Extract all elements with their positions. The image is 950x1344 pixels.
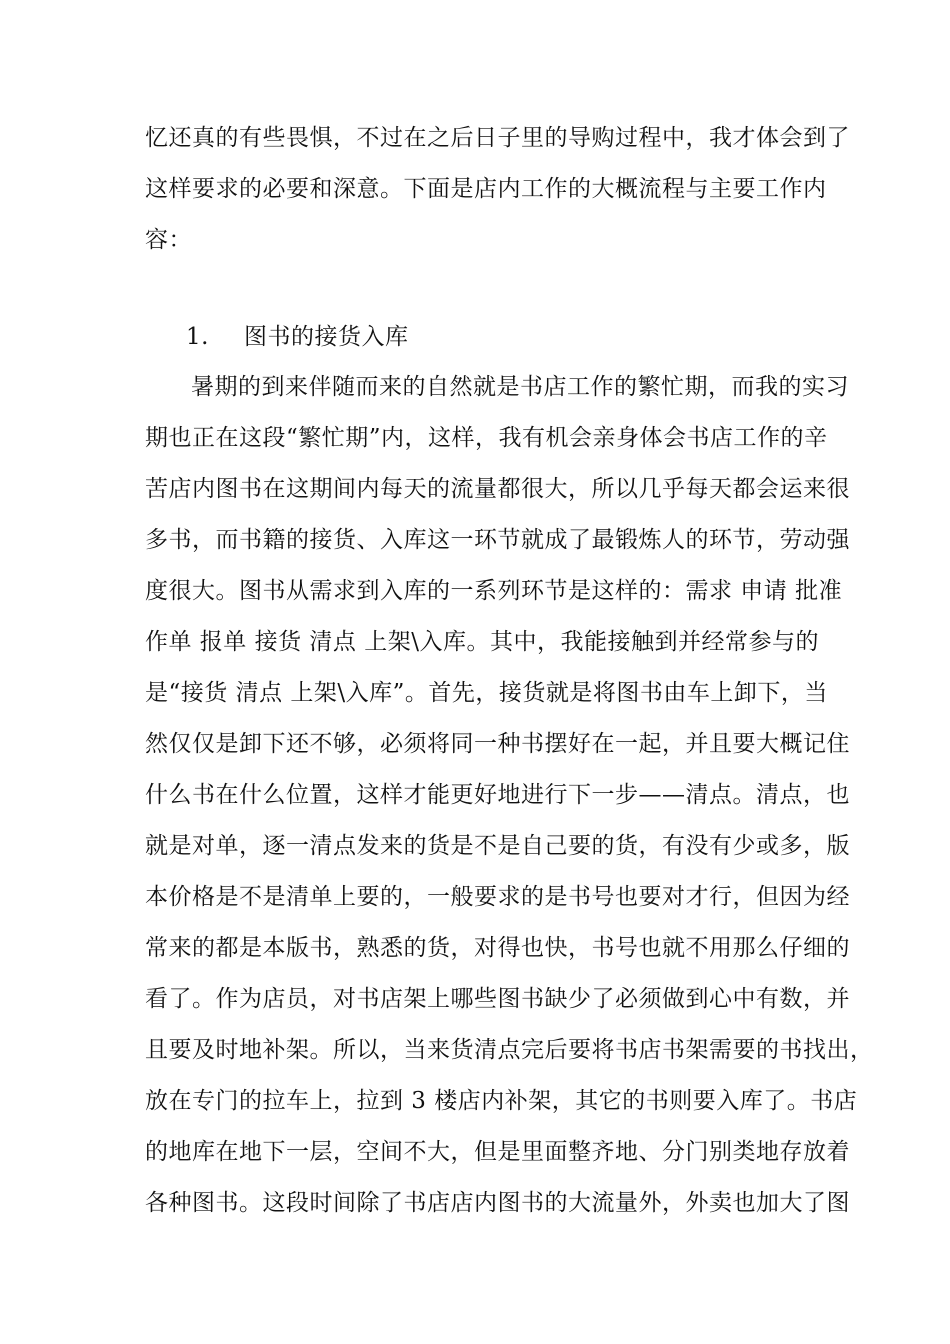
section-number: 1.	[186, 324, 209, 350]
body-line: 看了。作为店员，对书店架上哪些图书缺少了必须做到心中有数，并	[145, 986, 850, 1012]
body-line: 作单 报单 接货 清点 上架\入库。其中，我能接触到并经常参与的	[145, 629, 819, 655]
body-line: 什么书在什么位置，这样才能更好地进行下一步——清点。清点，也	[145, 782, 850, 808]
body-line: 放在专门的拉车上，拉到 3 楼店内补架，其它的书则要入库了。书店	[145, 1088, 858, 1114]
body-line: 各种图书。这段时间除了书店店内图书的大流量外，外卖也加大了图	[145, 1190, 850, 1216]
body-line: 本价格是不是清单上要的，一般要求的是书号也要对才行，但因为经	[145, 884, 850, 910]
body-line: 多书，而书籍的接货、入库这一环节就成了最锻炼人的环节，劳动强	[145, 527, 850, 553]
body-line: 暑期的到来伴随而来的自然就是书店工作的繁忙期，而我的实习	[191, 374, 849, 400]
intro-line: 容：	[145, 227, 192, 253]
section-title: 图书的接货入库	[244, 324, 409, 350]
intro-line: 这样要求的必要和深意。下面是店内工作的大概流程与主要工作内	[145, 176, 827, 202]
body-line: 苦店内图书在这期间内每天的流量都很大，所以几乎每天都会运来很	[145, 476, 850, 502]
body-line: 然仅仅是卸下还不够，必须将同一种书摆好在一起，并且要大概记住	[145, 731, 850, 757]
body-line: 就是对单，逐一清点发来的货是不是自己要的货，有没有少或多，版	[145, 833, 850, 859]
section-heading	[186, 322, 409, 352]
body-line: 度很大。图书从需求到入库的一系列环节是这样的：需求 申请 批准	[145, 578, 843, 604]
body-line: 且要及时地补架。所以，当来货清点完后要将书店书架需要的书找出，	[145, 1037, 874, 1063]
body-line: 的地库在地下一层，空间不大，但是里面整齐地、分门别类地存放着	[145, 1139, 850, 1165]
body-line: 常来的都是本版书，熟悉的货，对得也快，书号也就不用那么仔细的	[145, 935, 850, 961]
body-line: 是“接货 清点 上架\入库”。首先，接货就是将图书由车上卸下，当	[145, 680, 828, 706]
intro-line: 忆还真的有些畏惧，不过在之后日子里的导购过程中，我才体会到了	[145, 125, 850, 151]
body-line: 期也正在这段“繁忙期”内，这样，我有机会亲身体会书店工作的辛	[145, 425, 828, 451]
